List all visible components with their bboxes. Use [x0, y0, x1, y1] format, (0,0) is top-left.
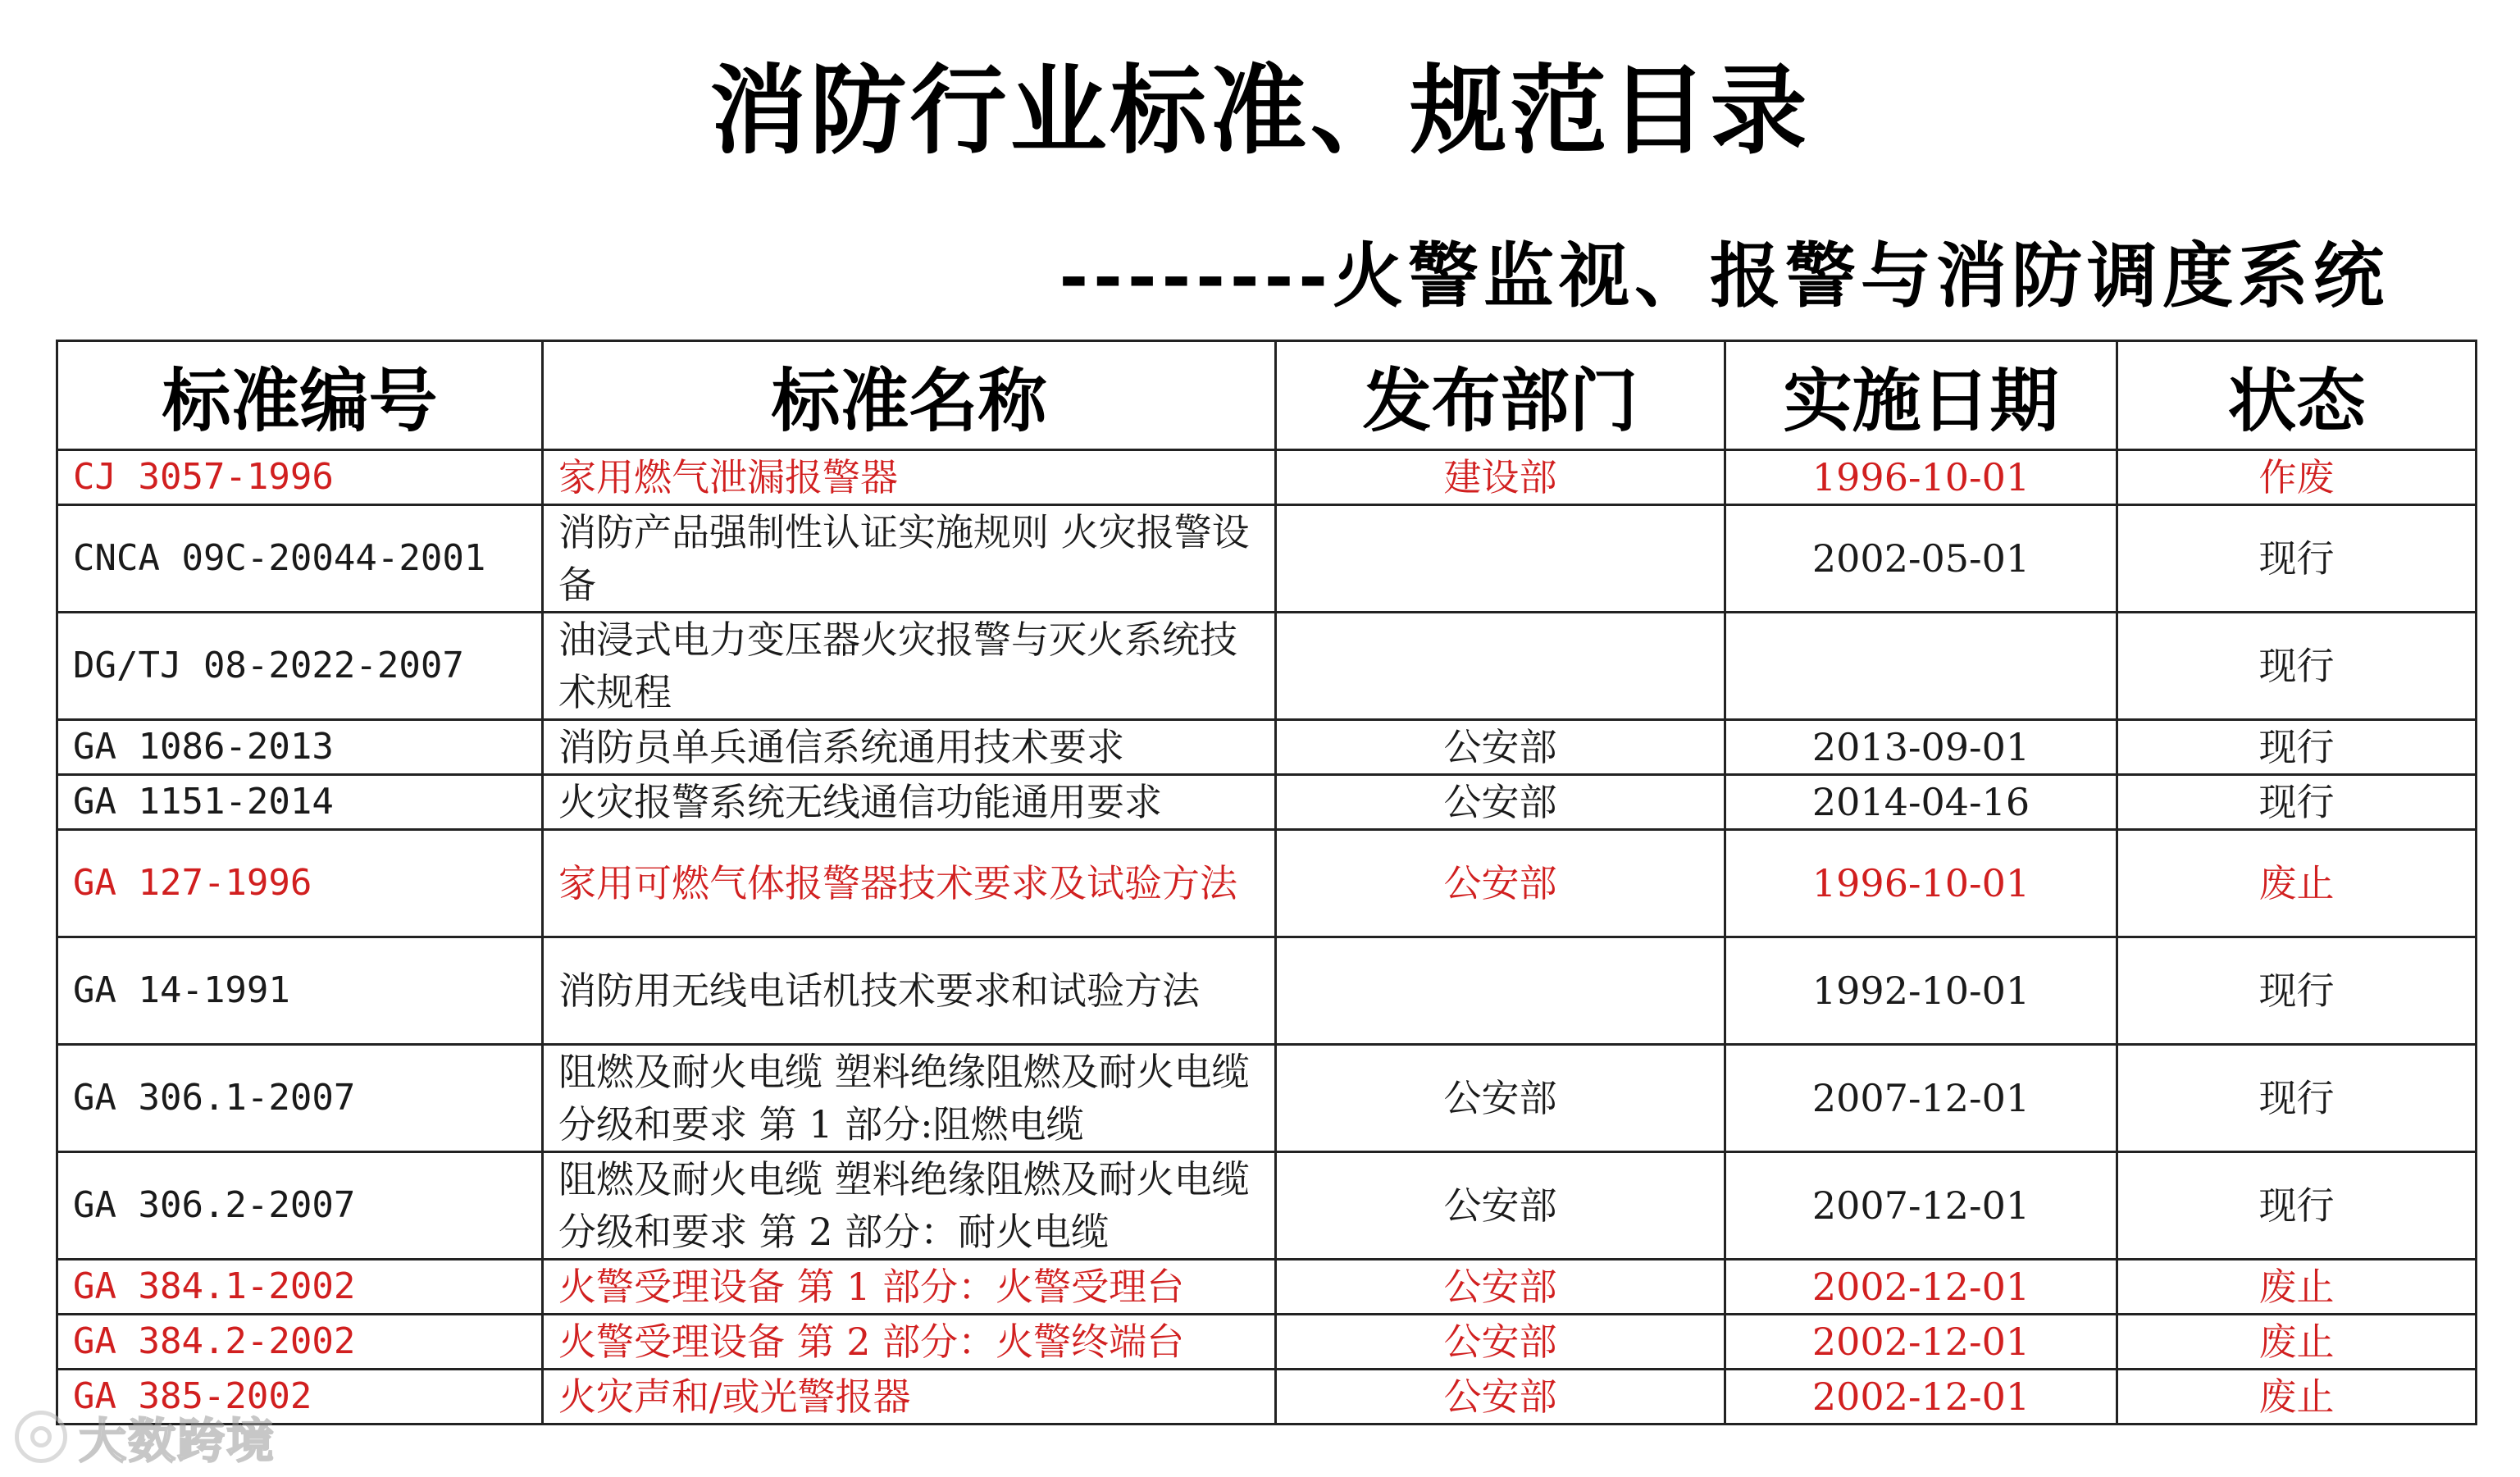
cell-name: 消防产品强制性认证实施规则 火灾报警设备	[543, 505, 1276, 613]
cell-status: 现行	[2117, 775, 2477, 830]
cell-code: GA 127-1996	[57, 830, 543, 937]
cell-code: GA 306.1-2007	[57, 1045, 543, 1152]
table-row	[57, 613, 2477, 720]
cell-date: 2002-12-01	[1725, 1315, 2117, 1370]
cell-code: GA 14-1991	[57, 937, 543, 1045]
table-row	[57, 1152, 2477, 1260]
table-row	[57, 1315, 2477, 1370]
table-row	[57, 775, 2477, 830]
cell-status: 现行	[2117, 1045, 2477, 1152]
table-row	[57, 830, 2477, 937]
header-name: 标准名称	[543, 341, 1276, 450]
cell-dept: 公安部	[1276, 1370, 1725, 1425]
cell-code: GA 306.2-2007	[57, 1152, 543, 1260]
standards-table	[56, 340, 2477, 1425]
table-row	[57, 937, 2477, 1045]
table-row	[57, 720, 2477, 775]
cell-code: GA 385-2002	[57, 1370, 543, 1425]
cell-dept: 公安部	[1276, 1260, 1725, 1315]
cell-date: 2007-12-01	[1725, 1045, 2117, 1152]
cell-code: CJ 3057-1996	[57, 450, 543, 505]
cell-dept: 公安部	[1276, 720, 1725, 775]
page-title: 消防行业标准、规范目录	[709, 54, 1811, 167]
cell-status: 现行	[2117, 937, 2477, 1045]
cell-code: GA 384.1-2002	[57, 1260, 543, 1315]
cell-dept	[1276, 505, 1725, 613]
cell-name: 火警受理设备 第 1 部分：火警受理台	[543, 1260, 1276, 1315]
cell-status: 废止	[2117, 1260, 2477, 1315]
cell-name: 火灾声和/或光警报器	[543, 1370, 1276, 1425]
cell-date: 2002-12-01	[1725, 1370, 2117, 1425]
watermark-text: 大数跨境	[79, 1413, 276, 1469]
cell-date: 1996-10-01	[1725, 830, 2117, 937]
cell-status: 作废	[2117, 450, 2477, 505]
cell-dept: 建设部	[1276, 450, 1725, 505]
header-status: 状态	[2117, 341, 2477, 450]
cell-date: 2002-05-01	[1725, 505, 2117, 613]
cell-dept: 公安部	[1276, 1045, 1725, 1152]
cell-name: 阻燃及耐火电缆 塑料绝缘阻燃及耐火电缆分级和要求 第 1 部分:阻燃电缆	[543, 1045, 1276, 1152]
cell-status: 废止	[2117, 830, 2477, 937]
header-dept: 发布部门	[1276, 341, 1725, 450]
cell-dept	[1276, 937, 1725, 1045]
table-row	[57, 1045, 2477, 1152]
table-row	[57, 505, 2477, 613]
cell-date: 2002-12-01	[1725, 1260, 2117, 1315]
cell-status: 现行	[2117, 720, 2477, 775]
cell-code: GA 1151-2014	[57, 775, 543, 830]
cell-status: 废止	[2117, 1315, 2477, 1370]
table-row	[57, 1260, 2477, 1315]
cell-code: DG/TJ 08-2022-2007	[57, 613, 543, 720]
brand-logo-icon	[15, 1411, 67, 1463]
table-row	[57, 1370, 2477, 1425]
cell-status: 现行	[2117, 1152, 2477, 1260]
table-header-row	[57, 341, 2477, 450]
cell-status: 废止	[2117, 1370, 2477, 1425]
cell-status: 现行	[2117, 613, 2477, 720]
page-subtitle: --------火警监视、报警与消防调度系统	[1059, 235, 2389, 317]
cell-name: 火警受理设备 第 2 部分：火警终端台	[543, 1315, 1276, 1370]
cell-name: 家用燃气泄漏报警器	[543, 450, 1276, 505]
cell-date: 2014-04-16	[1725, 775, 2117, 830]
cell-date: 2013-09-01	[1725, 720, 2117, 775]
watermark	[15, 1404, 276, 1470]
cell-name: 火灾报警系统无线通信功能通用要求	[543, 775, 1276, 830]
cell-dept	[1276, 613, 1725, 720]
cell-date: 1992-10-01	[1725, 937, 2117, 1045]
header-date: 实施日期	[1725, 341, 2117, 450]
cell-name: 阻燃及耐火电缆 塑料绝缘阻燃及耐火电缆分级和要求 第 2 部分：耐火电缆	[543, 1152, 1276, 1260]
cell-name: 消防用无线电话机技术要求和试验方法	[543, 937, 1276, 1045]
cell-dept: 公安部	[1276, 1152, 1725, 1260]
cell-date	[1725, 613, 2117, 720]
cell-code: CNCA 09C-20044-2001	[57, 505, 543, 613]
cell-name: 家用可燃气体报警器技术要求及试验方法	[543, 830, 1276, 937]
cell-status: 现行	[2117, 505, 2477, 613]
cell-date: 1996-10-01	[1725, 450, 2117, 505]
cell-date: 2007-12-01	[1725, 1152, 2117, 1260]
cell-dept: 公安部	[1276, 1315, 1725, 1370]
cell-name: 油浸式电力变压器火灾报警与灭火系统技术规程	[543, 613, 1276, 720]
cell-code: GA 1086-2013	[57, 720, 543, 775]
cell-code: GA 384.2-2002	[57, 1315, 543, 1370]
cell-dept: 公安部	[1276, 830, 1725, 937]
cell-dept: 公安部	[1276, 775, 1725, 830]
header-code: 标准编号	[57, 341, 543, 450]
cell-name: 消防员单兵通信系统通用技术要求	[543, 720, 1276, 775]
table-row	[57, 450, 2477, 505]
